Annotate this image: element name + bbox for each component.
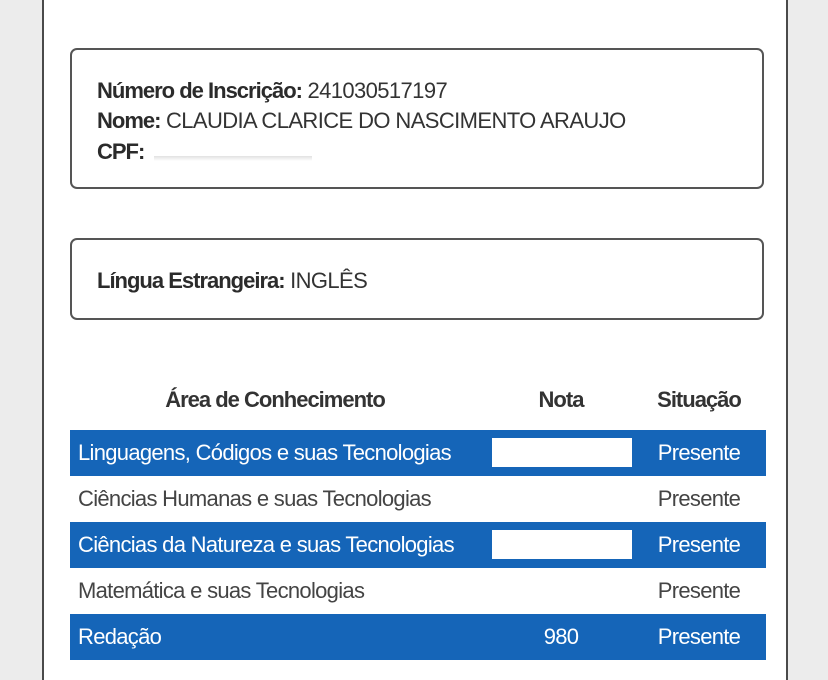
row-area: Redação: [78, 624, 162, 649]
cpf-line: [97, 139, 312, 165]
results-table: [70, 430, 766, 660]
foreign-language-label: Língua Estrangeira:: [97, 268, 285, 293]
table-row: [70, 614, 766, 660]
name-value: CLAUDIA CLARICE DO NASCIMENTO ARAUJO: [165, 108, 626, 133]
results-page: [42, 0, 788, 680]
row-situacao: Presente: [657, 440, 741, 465]
row-area: Ciências Humanas e suas Tecnologias: [78, 486, 431, 511]
header-nota: Nota: [538, 387, 584, 412]
name-line: [97, 108, 626, 134]
results-table-header: [70, 384, 766, 416]
row-situacao: Presente: [657, 624, 741, 649]
row-situacao: Presente: [657, 486, 741, 511]
table-row: [70, 430, 766, 476]
foreign-language-line: [97, 268, 367, 294]
name-label: Nome:: [97, 108, 161, 133]
table-row: [70, 522, 766, 568]
score-redacted-box: [492, 438, 632, 467]
registration-number-label: Número de Inscrição:: [97, 78, 302, 103]
foreign-language-value: INGLÊS: [290, 268, 368, 293]
score-redacted-box: [492, 530, 632, 559]
header-area: Área de Conhecimento: [165, 387, 385, 412]
foreign-language-card: [70, 238, 764, 320]
row-situacao: Presente: [657, 532, 741, 557]
cpf-label: CPF:: [97, 139, 145, 164]
row-area: Ciências da Natureza e suas Tecnologias: [78, 532, 454, 557]
registration-number-line: [97, 78, 447, 104]
row-situacao: Presente: [657, 578, 741, 603]
header-situacao: Situação: [657, 387, 741, 412]
row-nota: 980: [543, 624, 579, 649]
row-area: Linguagens, Códigos e suas Tecnologias: [78, 440, 451, 465]
row-nota: [490, 476, 632, 522]
row-area: Matemática e suas Tecnologias: [78, 578, 365, 603]
registration-number-value: 241030517197: [307, 78, 448, 103]
candidate-info-card: [70, 48, 764, 189]
table-row: [70, 476, 766, 522]
table-row: [70, 568, 766, 614]
row-nota: [490, 430, 632, 476]
cpf-redacted-value: [154, 149, 312, 161]
row-nota: [490, 568, 632, 614]
row-nota: [490, 522, 632, 568]
